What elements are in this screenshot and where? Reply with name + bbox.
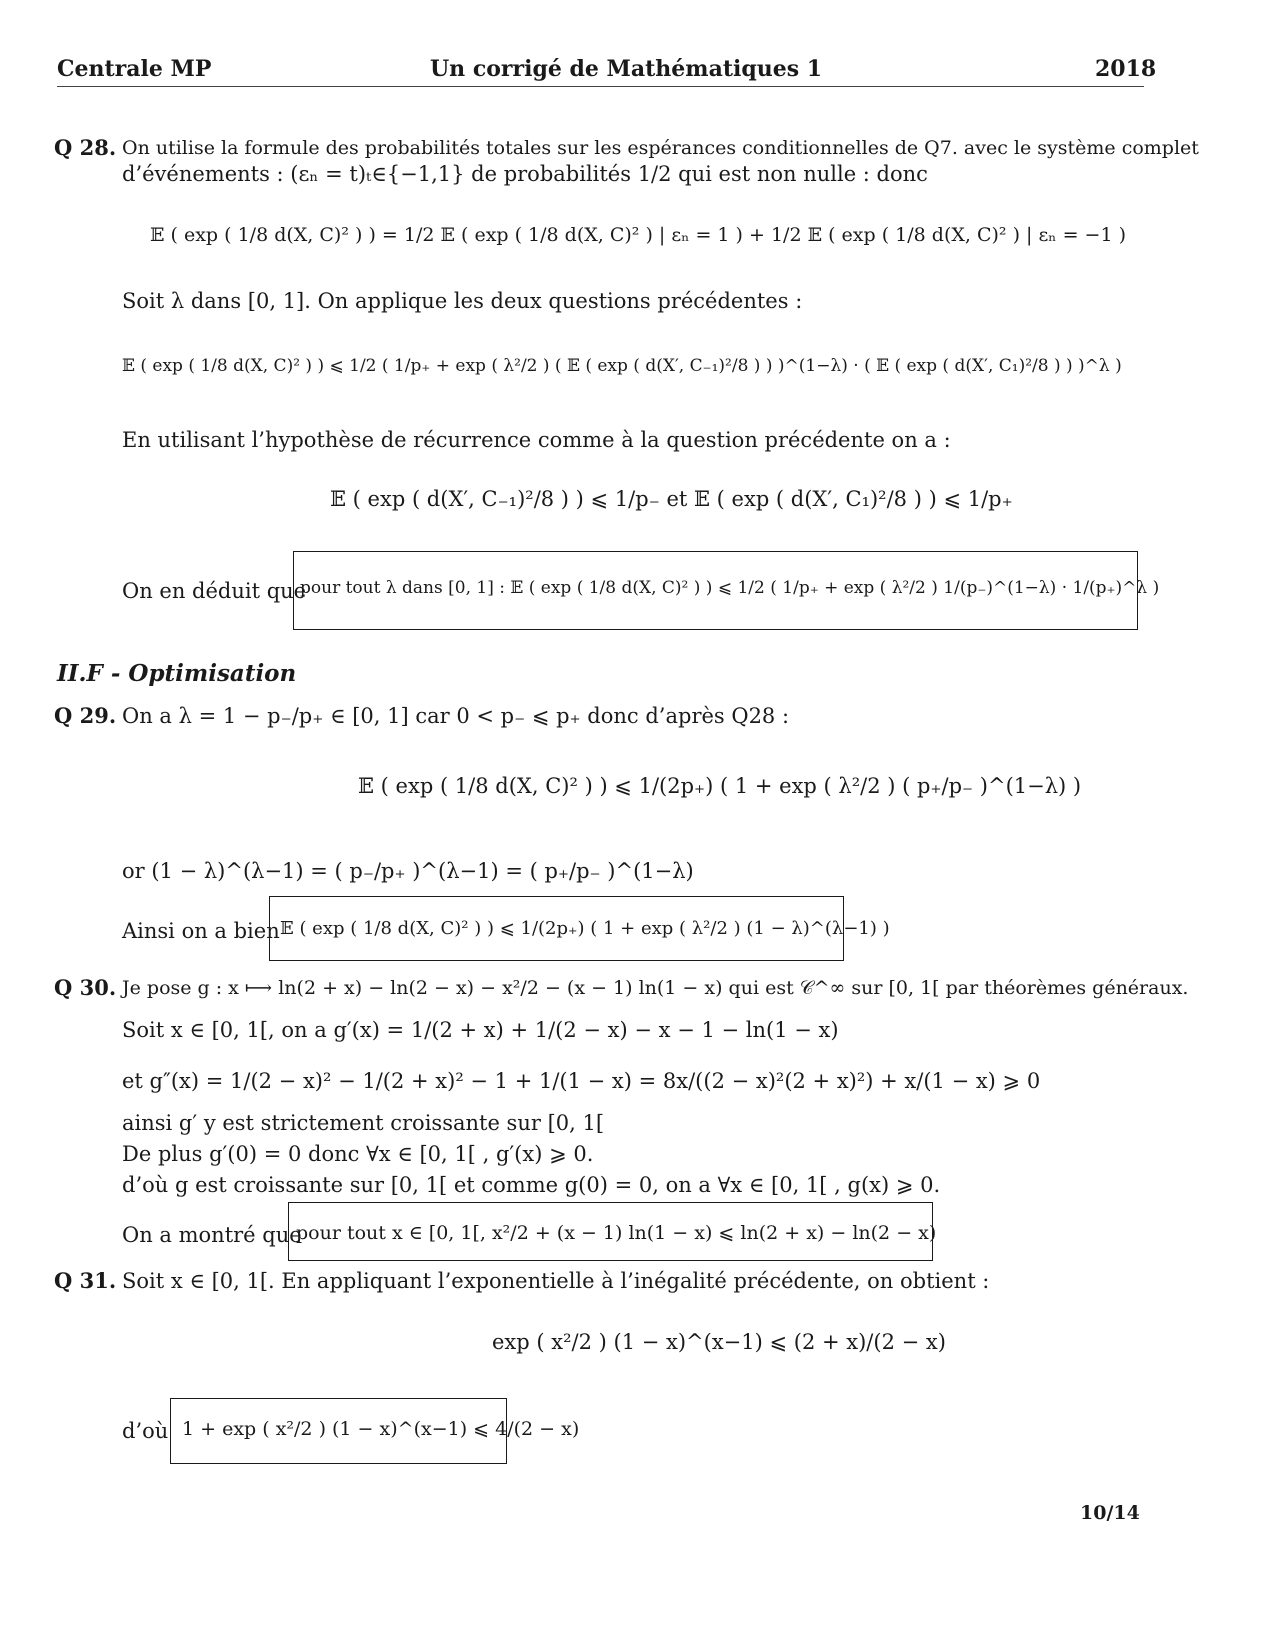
q30-label: Q 30. — [54, 975, 117, 1000]
q30-line4: ainsi g′ y est strictement croissante sur [0, 1[ — [122, 1111, 605, 1135]
q28-eq2: 𝔼 ( exp ( 1/8 d(X, C)² ) ) ⩽ 1/2 ( 1/p₊ + exp ( λ²/2 ) ( 𝔼 ( exp ( d(X′, C₋₁)²/8 ) ) )^(1−λ) · ( 𝔼 ( exp ( d(X′, C₁)²/8 ) ) )^λ ) — [122, 356, 1122, 376]
q30-line1: Je pose g : x ⟼ ln(2 + x) − ln(2 − x) − x²/2 − (x − 1) ln(1 − x) qui est 𝒞^∞ sur [0, 1[ par théorèmes généraux. — [122, 977, 1189, 999]
q30-line3: et g″(x) = 1/(2 − x)² − 1/(2 + x)² − 1 + 1/(1 − x) = 8x/((2 − x)²(2 + x)²) + x/(1 − x) ⩾ 0 — [122, 1069, 1041, 1093]
q28-eq3: 𝔼 ( exp ( d(X′, C₋₁)²/8 ) ) ⩽ 1/p₋ et 𝔼 ( exp ( d(X′, C₁)²/8 ) ) ⩽ 1/p₊ — [330, 487, 1013, 511]
q30-conclusion-box: pour tout x ∈ [0, 1[, x²/2 + (x − 1) ln(1 − x) ⩽ ln(2 + x) − ln(2 − x) — [296, 1222, 937, 1244]
q28-conclusion-lead: On en déduit que — [122, 579, 307, 603]
header-rule — [57, 86, 1144, 87]
q28-eq1: 𝔼 ( exp ( 1/8 d(X, C)² ) ) = 1/2 𝔼 ( exp ( 1/8 d(X, C)² ) | εₙ = 1 ) + 1/2 𝔼 ( exp ( 1/8 d(X, C)² ) | εₙ = −1 ) — [150, 224, 1126, 246]
q28-line2: d’événements : (εₙ = t)ₜ∈{−1,1} de probabilités 1/2 qui est non nulle : donc — [122, 162, 928, 186]
q29-eq1: 𝔼 ( exp ( 1/8 d(X, C)² ) ) ⩽ 1/(2p₊) ( 1 + exp ( λ²/2 ) ( p₊/p₋ )^(1−λ) ) — [358, 774, 1082, 798]
header-center: Un corrigé de Mathématiques 1 — [430, 56, 823, 82]
q28-label: Q 28. — [54, 135, 117, 160]
q29-conclusion-box: 𝔼 ( exp ( 1/8 d(X, C)² ) ) ⩽ 1/(2p₊) ( 1 + exp ( λ²/2 ) (1 − λ)^(λ−1) ) — [280, 918, 890, 939]
q29-line1: On a λ = 1 − p₋/p₊ ∈ [0, 1] car 0 < p₋ ⩽ p₊ donc d’après Q28 : — [122, 704, 790, 728]
q30-line2: Soit x ∈ [0, 1[, on a g′(x) = 1/(2 + x) + 1/(2 − x) − x − 1 − ln(1 − x) — [122, 1018, 839, 1042]
header-left: Centrale MP — [57, 56, 212, 82]
q31-conclusion-box: 1 + exp ( x²/2 ) (1 − x)^(x−1) ⩽ 4/(2 − x) — [182, 1418, 580, 1440]
q28-line1: On utilise la formule des probabilités totales sur les espérances conditionnelles de Q7. avec le système complet — [122, 137, 1199, 159]
q30-line5: De plus g′(0) = 0 donc ∀x ∈ [0, 1[ , g′(x) ⩾ 0. — [122, 1142, 594, 1166]
q31-conclusion-lead: d’où — [122, 1419, 169, 1443]
q31-label: Q 31. — [54, 1268, 117, 1293]
q28-line3: Soit λ dans [0, 1]. On applique les deux questions précédentes : — [122, 289, 803, 313]
header-right: 2018 — [1095, 56, 1157, 82]
q31-eq1: exp ( x²/2 ) (1 − x)^(x−1) ⩽ (2 + x)/(2 − x) — [492, 1330, 946, 1354]
q28-conclusion-box: pour tout λ dans [0, 1] : 𝔼 ( exp ( 1/8 d(X, C)² ) ) ⩽ 1/2 ( 1/p₊ + exp ( λ²/2 ) 1/(p₋)^(1−λ) · 1/(p₊)^λ ) — [300, 578, 1160, 598]
q31-line1: Soit x ∈ [0, 1[. En appliquant l’exponentielle à l’inégalité précédente, on obtient : — [122, 1269, 990, 1293]
q29-line2: or (1 − λ)^(λ−1) = ( p₋/p₊ )^(λ−1) = ( p₊/p₋ )^(1−λ) — [122, 859, 694, 883]
q29-conclusion-lead: Ainsi on a bien — [122, 919, 280, 943]
q28-line4: En utilisant l’hypothèse de récurrence comme à la question précédente on a : — [122, 428, 951, 452]
q29-label: Q 29. — [54, 703, 117, 728]
page-number: 10/14 — [1080, 1502, 1140, 1524]
section-title: II.F - Optimisation — [57, 660, 297, 687]
q30-line6: d’où g est croissante sur [0, 1[ et comme g(0) = 0, on a ∀x ∈ [0, 1[ , g(x) ⩾ 0. — [122, 1173, 941, 1197]
q30-conclusion-lead: On a montré que — [122, 1223, 302, 1247]
